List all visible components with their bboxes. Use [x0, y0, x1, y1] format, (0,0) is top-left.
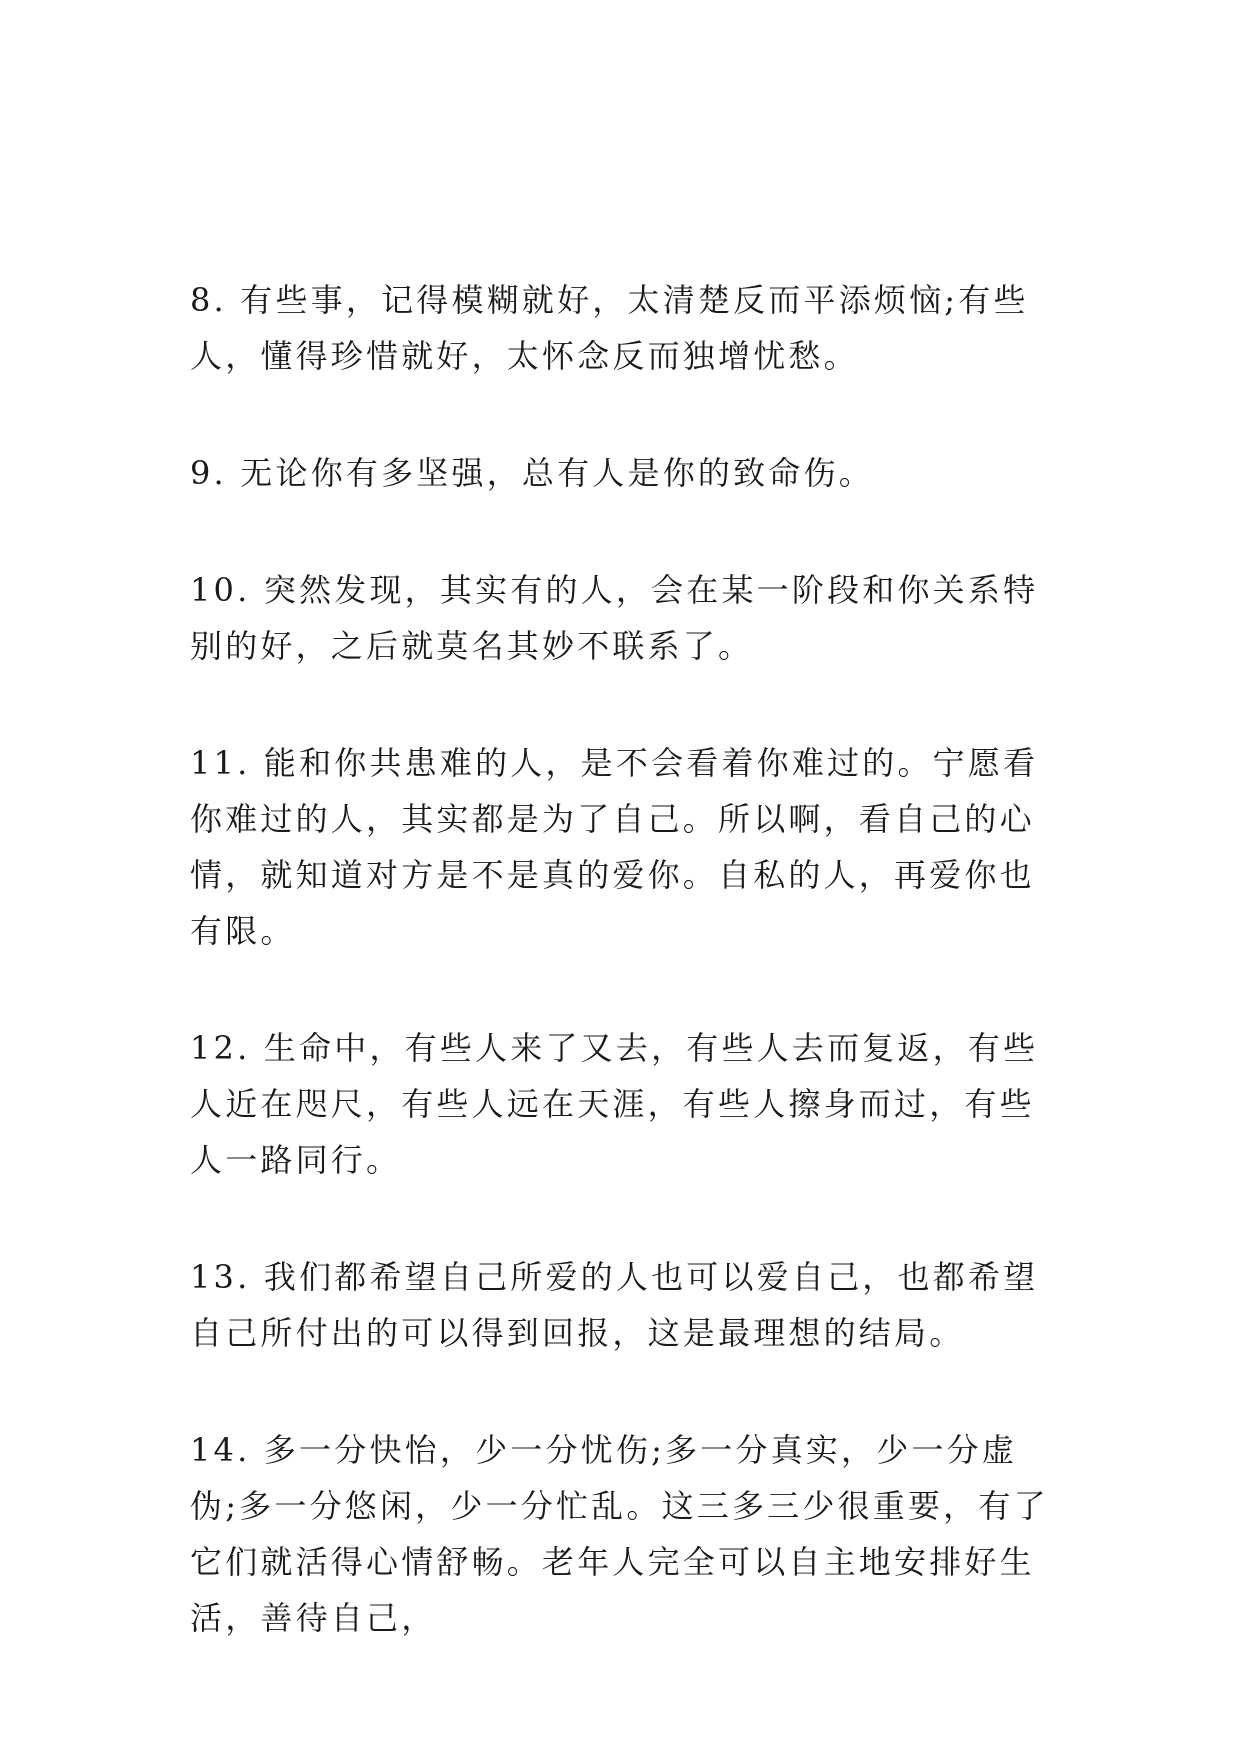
paragraph-11: 11. 能和你共患难的人，是不会看着你难过的。宁愿看你难过的人，其实都是为了自己。所以啊，看自己的心情，就知道对方是不是真的爱你。自私的人，再爱你也有限。	[190, 744, 1039, 950]
paragraph-14: 14. 多一分快怡，少一分忧伤;多一分真实，少一分虚伪;多一分悠闲，少一分忙乱。这三多三少很重要，有了它们就活得心情舒畅。老年人完全可以自主地安排好生活，善待自己，	[190, 1431, 1049, 1637]
paragraph-8: 8. 有些事，记得模糊就好，太清楚反而平添烦恼;有些人，懂得珍惜就好，太怀念反而独增忧愁。	[190, 281, 1029, 375]
document-body	[190, 272, 1055, 1707]
paragraph-12: 12. 生命中，有些人来了又去，有些人去而复返，有些人近在咫尺，有些人远在天涯，有些人擦身而过，有些人一路同行。	[190, 1029, 1039, 1179]
paragraph-13: 13. 我们都希望自己所爱的人也可以爱自己，也都希望自己所付出的可以得到回报，这是最理想的结局。	[190, 1258, 1039, 1352]
paragraph-10: 10. 突然发现，其实有的人，会在某一阶段和你关系特别的好，之后就莫名其妙不联系了。	[190, 571, 1039, 665]
paragraph-9: 9. 无论你有多坚强，总有人是你的致命伤。	[190, 454, 874, 492]
